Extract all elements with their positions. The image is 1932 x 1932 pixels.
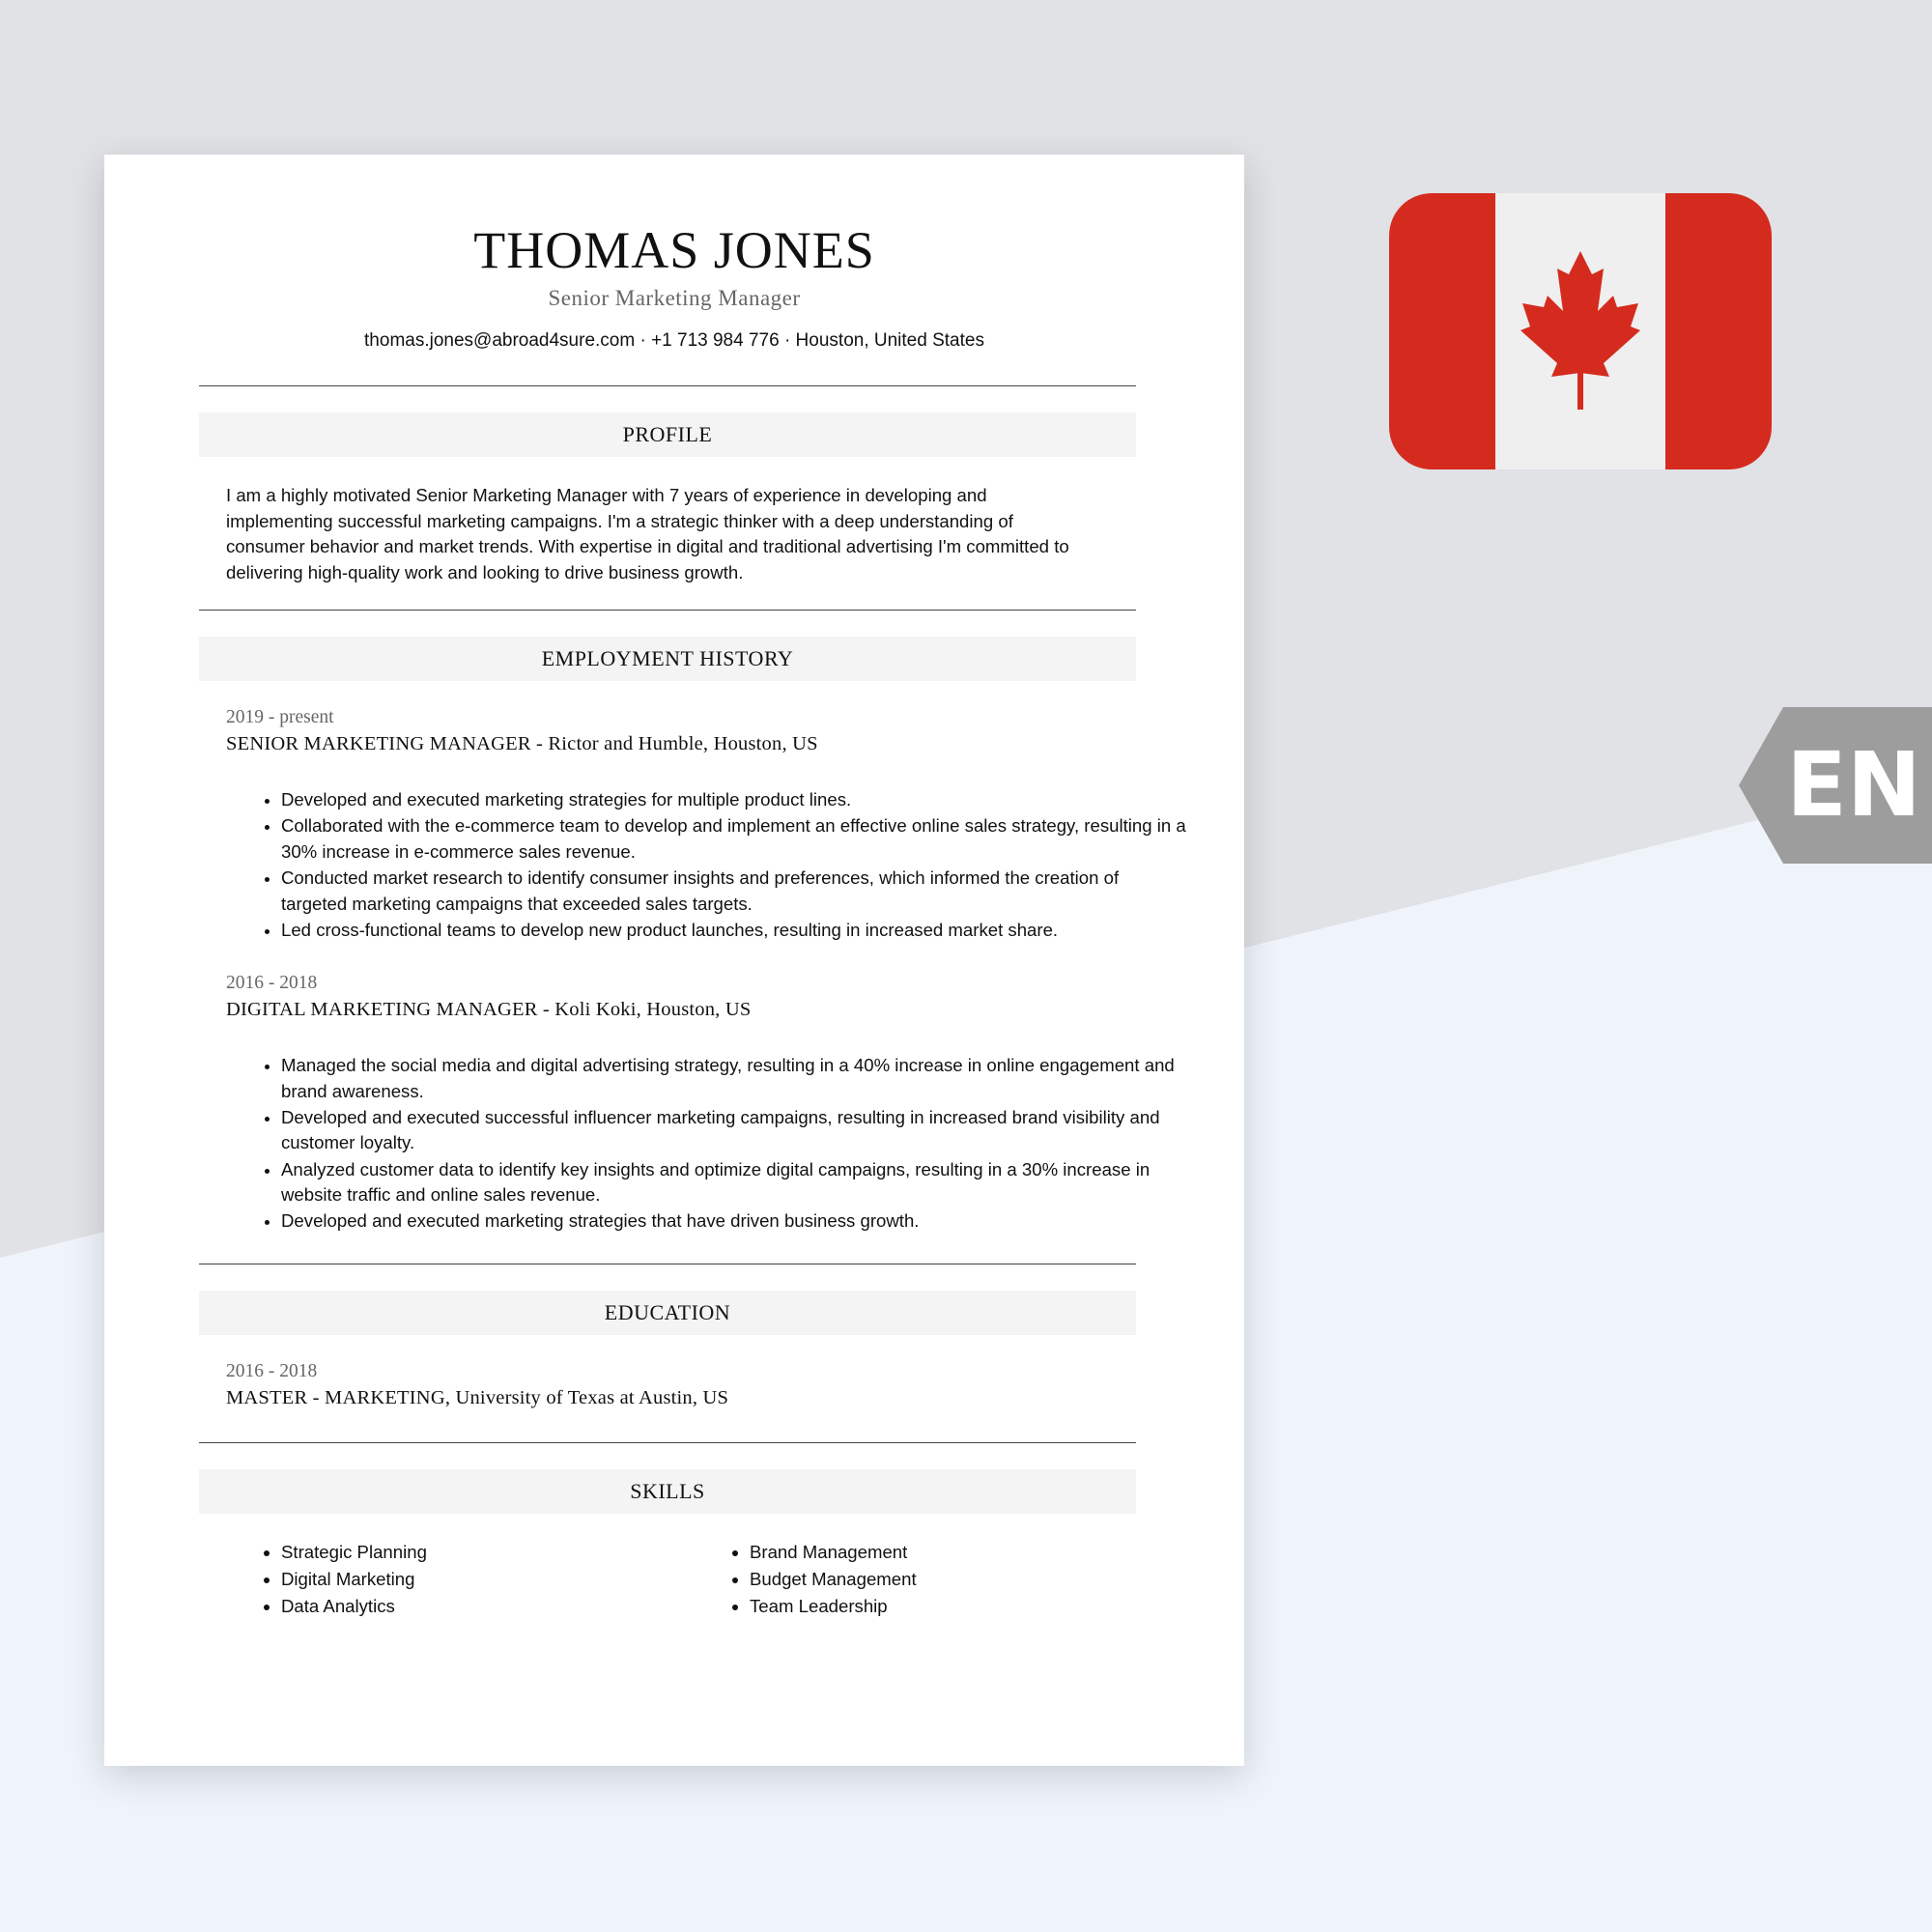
resume-page	[104, 155, 1244, 1766]
education-dates: 2016 - 2018	[226, 1361, 318, 1381]
profile-heading: PROFILE	[199, 412, 1136, 457]
resume-title: Senior Marketing Manager	[548, 286, 801, 310]
language-label: EN	[1786, 733, 1921, 837]
resume-name: THOMAS JONES	[473, 221, 875, 279]
education-heading: EDUCATION	[199, 1291, 1136, 1335]
job-bullet: • Developed and executed marketing strategies for multiple product lines.	[281, 787, 1189, 813]
skill-item: • Brand Management	[750, 1539, 1136, 1566]
skill-item: • Team Leadership	[750, 1593, 1136, 1620]
job-bullet: • Developed and executed marketing strategies that have driven business growth.	[281, 1208, 1189, 1235]
divider	[199, 385, 1136, 386]
job-bullet: • Analyzed customer data to identify key insights and optimize digital campaigns, resulting in a 30% increase in website traffic and online sales revenue.	[281, 1157, 1189, 1208]
skills-list-right	[695, 1539, 1136, 1620]
skill-item: • Digital Marketing	[281, 1566, 668, 1593]
skill-item: • Strategic Planning	[281, 1539, 668, 1566]
job-bullet: • Led cross-functional teams to develop new product launches, resulting in increased market share.	[281, 918, 1189, 944]
skills-list-left	[226, 1539, 668, 1620]
job-bullet: • Developed and executed successful influencer marketing campaigns, resulting in increased brand visibility and customer loyalty.	[281, 1105, 1189, 1156]
divider	[199, 1442, 1136, 1443]
skill-item: • Data Analytics	[281, 1593, 668, 1620]
job-bullet: • Collaborated with the e-commerce team to develop and implement an effective online sales strategy, resulting in a 30% increase in e-commerce sales revenue.	[281, 813, 1189, 865]
job-bullet: • Managed the social media and digital advertising strategy, resulting in a 40% increase in online engagement and brand awareness.	[281, 1053, 1189, 1104]
job-title: DIGITAL MARKETING MANAGER - Koli Koki, Houston, US	[226, 999, 752, 1020]
job-bullet-list	[226, 1053, 1189, 1236]
skill-item: • Budget Management	[750, 1566, 1136, 1593]
education-degree: MASTER - MARKETING, University of Texas at Austin, US	[226, 1387, 729, 1408]
job-bullet-list	[226, 787, 1189, 944]
divider	[199, 610, 1136, 611]
job-dates: 2016 - 2018	[226, 973, 318, 993]
job-bullet: • Conducted market research to identify consumer insights and preferences, which informed the creation of targeted marketing campaigns that exceeded sales targets.	[281, 866, 1189, 917]
job-dates: 2019 - present	[226, 707, 334, 727]
skills-heading: SKILLS	[199, 1469, 1136, 1514]
canada-flag-icon	[1389, 193, 1772, 469]
employment-heading: EMPLOYMENT HISTORY	[199, 637, 1136, 681]
resume-contact: thomas.jones@abroad4sure.com · +1 713 984 776 · Houston, United States	[364, 330, 984, 351]
profile-text: I am a highly motivated Senior Marketing Manager with 7 years of experience in developing and implementing successful marketing campaigns. I'm a strategic thinker with a deep understanding of consumer behavior and market trends. With expertise in digital and traditional advertising I'm committed to delivering high-quality work and looking to drive business growth.	[226, 485, 1069, 582]
job-title: SENIOR MARKETING MANAGER - Rictor and Humble, Houston, US	[226, 733, 818, 754]
